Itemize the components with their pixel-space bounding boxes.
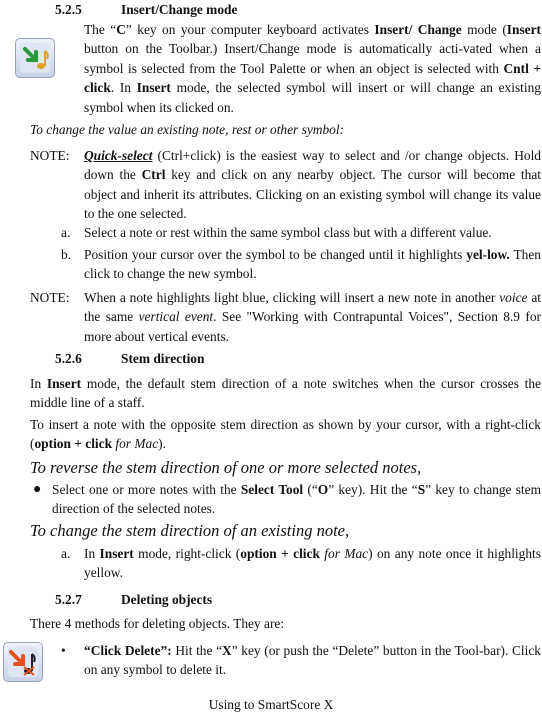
stem-paragraph-2: To insert a note with the opposite stem direction as shown by your cursor, with a right-click (option + click for Mac). bbox=[30, 417, 541, 452]
note-label: NOTE: bbox=[30, 148, 70, 163]
bullet-item: “Click Delete”: Hit the “X” key (or push the “Delete” button in the Tool-bar). Click on any symbol to delete it. bbox=[84, 643, 541, 678]
section-title: Deleting objects bbox=[121, 592, 213, 607]
insert-change-icon bbox=[15, 38, 55, 78]
note-label: NOTE: bbox=[30, 290, 70, 305]
note-quick-select: Quick-select (Ctrl+click) is the easiest way to select and /or change objects. Hold down the Ctrl key and click on any nearby object. The cursor will become that object and inherit its attributes. Clicking on an existing symbol will change its value to the one selected. bbox=[84, 148, 541, 222]
section-heading-5-2-7 bbox=[55, 590, 212, 609]
note-voice: When a note highlights light blue, clicking will insert a new note in another voice at the same vertical event. See "Working with Contrapuntal Voices", Section 8.9 for more about vertical events. bbox=[84, 290, 541, 344]
bullet-point-icon: • bbox=[61, 643, 66, 658]
list-item: In Insert mode, right-click (option + click for Mac) on any note once it highlights yellow. bbox=[84, 546, 541, 581]
change-value-subtitle: To change the value an existing note, rest or other symbol: bbox=[30, 122, 345, 137]
bullet-item: Select one or more notes with the Select Tool (“O” key). Hit the “S” key to change stem direction of the selected notes. bbox=[52, 482, 542, 517]
section-title: Stem direction bbox=[121, 351, 205, 366]
page-footer: Using to SmartScore X bbox=[208, 697, 334, 712]
reverse-stem-subtitle: To reverse the stem direction of one or more selected notes, bbox=[30, 458, 422, 477]
delete-icon bbox=[3, 642, 43, 682]
section-title: Insert/Change mode bbox=[121, 2, 238, 17]
section-heading-5-2-5 bbox=[55, 0, 237, 19]
list-item-label: b. bbox=[61, 247, 72, 262]
section-number: 5.2.6 bbox=[55, 351, 82, 366]
bullet-dot-icon: ● bbox=[33, 482, 42, 497]
list-item: Position your cursor over the symbol to be changed until it highlights yel-low. Then click to change the new symbol. bbox=[84, 247, 541, 282]
list-item: Select a note or rest within the same symbol class but with a different value. bbox=[84, 225, 492, 240]
delete-intro: There 4 methods for deleting objects. They are: bbox=[30, 616, 285, 631]
insert-change-paragraph: The “C” key on your computer keyboard activates Insert/ Change mode (Insert button on the Toolbar.) Insert/Change mode is automatically acti-vated when a symbol is selected from the Tool Palette or when an object is selected with Cntl + click. In Insert mode, the selected symbol will insert or will change an existing symbol when its clicked on. bbox=[84, 22, 542, 115]
list-item-label: a. bbox=[61, 225, 71, 240]
section-number: 5.2.7 bbox=[55, 592, 82, 607]
stem-paragraph-1: In Insert mode, the default stem direction of a note switches when the cursor crosses the middle line of a staff. bbox=[30, 376, 541, 411]
section-heading-5-2-6 bbox=[55, 349, 204, 368]
list-item-label: a. bbox=[61, 546, 71, 561]
change-stem-subtitle: To change the stem direction of an existing note, bbox=[30, 521, 350, 540]
section-number: 5.2.5 bbox=[55, 2, 82, 17]
